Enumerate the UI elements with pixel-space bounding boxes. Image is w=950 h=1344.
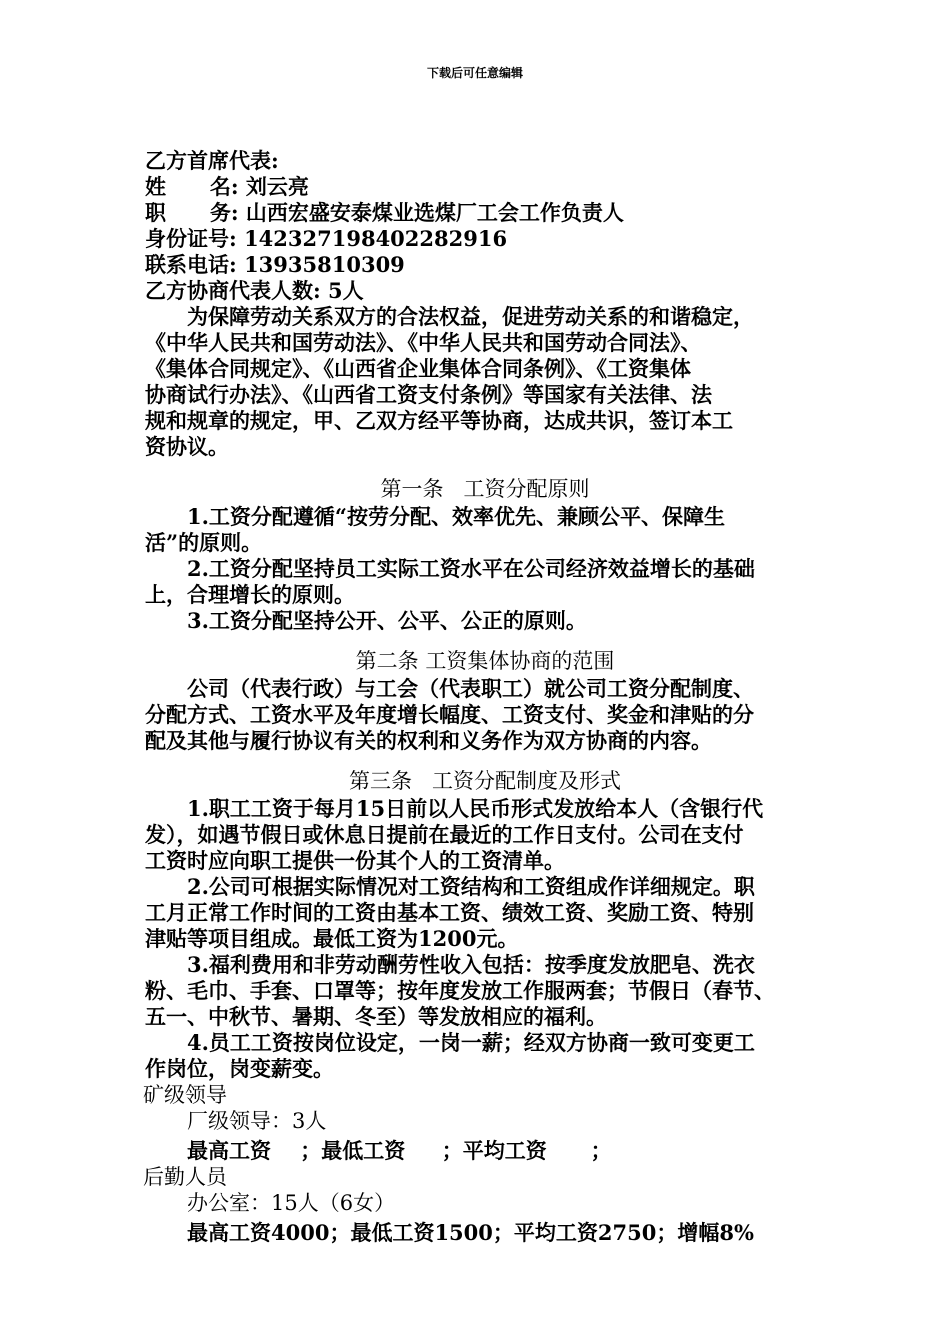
article-line: 粉、毛巾、手套、口罩等；按年度发放工作服两套；节假日（春节、 [145,978,775,1003]
article-line: 五一、中秋节、暑期、冬至）等发放相应的福利。 [145,1004,607,1029]
preamble-line: 协商试行办法》、《山西省工资支付条例》等国家有关法律、法 [145,382,712,407]
group-label: 后勤人员 [143,1165,227,1189]
article-line: 工月正常工作时间的工资由基本工资、绩效工资、奖励工资、特别 [145,900,754,925]
article-line: 1.职工工资于每月15日前以人民币形式发放给本人（含银行代 [187,796,764,821]
article-1-title: 第一条 工资分配原则 [380,477,590,501]
article-2-body [145,676,825,754]
preamble [145,304,825,460]
article-line: 配及其他与履行协议有关的权利和义务作为双方协商的内容。 [145,728,712,753]
article-line: 公司（代表行政）与工会（代表职工）就公司工资分配制度、 [187,676,754,701]
group-sub-label: 办公室：15人（6女） [187,1191,396,1215]
group-label: 矿级领导 [143,1083,227,1107]
article-1-body [145,504,825,634]
article-line: 4.员工工资按岗位设定，一岗一薪；经双方协商一致可变更工 [187,1030,755,1055]
party-b-id-number: 身份证号: 142327198402282916 [145,226,508,251]
preamble-line: 《集体合同规定》、《山西省企业集体合同条例》、《工资集体 [145,356,691,381]
article-3-title: 第三条 工资分配制度及形式 [348,769,622,793]
article-line: 1.工资分配遵循“按劳分配、效率优先、兼顾公平、保障生 [187,504,725,529]
article-line: 发），如遇节假日或休息日提前在最近的工作日支付。公司在支付 [145,822,744,847]
article-3-body [145,796,825,1082]
page-header-note: 下载后可任意编辑 [426,66,523,80]
salary-summary: 最高工资4000；最低工资1500；平均工资2750；增幅8% [187,1220,754,1245]
article-line: 2.公司可根据实际情况对工资结构和工资组成作详细规定。职 [187,874,755,899]
party-b-rep-count: 乙方协商代表人数: 5人 [145,278,364,303]
preamble-line: 资协议。 [145,434,229,459]
document-body [145,148,825,1246]
article-line: 2.工资分配坚持员工实际工资水平在公司经济效益增长的基础 [187,556,755,581]
party-b-title: 乙方首席代表: [145,148,279,173]
preamble-line: 《中华人民共和国劳动法》、《中华人民共和国劳动合同法》、 [145,330,702,355]
article-line: 作岗位，岗变薪变。 [145,1056,334,1081]
article-2-title: 第二条 工资集体协商的范围 [355,649,615,673]
article-line: 工资时应向职工提供一份其个人的工资清单。 [145,848,565,873]
party-b-phone: 联系电话: 13935810309 [145,252,405,277]
preamble-line: 为保障劳动关系双方的合法权益，促进劳动关系的和谐稳定， [187,304,754,329]
preamble-line: 规和规章的规定，甲、乙双方经平等协商，达成共识，签订本工 [145,408,733,433]
group-sub-label: 厂级领导：3人 [187,1109,327,1133]
salary-summary: 最高工资 ；最低工资 ；平均工资 ； [187,1138,612,1163]
party-b-position: 职 务: 山西宏盛安泰煤业选煤厂工会工作负责人 [145,200,624,225]
group-logistics [145,1164,825,1246]
article-line: 3.工资分配坚持公开、公平、公正的原则。 [187,608,587,633]
article-line: 活”的原则。 [145,530,263,555]
article-line: 津贴等项目组成。最低工资为1200元。 [145,926,519,951]
article-line: 上，合理增长的原则。 [145,582,355,607]
article-line: 3.福利费用和非劳动酬劳性收入包括：按季度发放肥皂、洗衣 [187,952,755,977]
party-b-name: 姓 名: 刘云亮 [145,174,309,199]
group-mine-leaders [145,1082,825,1164]
article-line: 分配方式、工资水平及年度增长幅度、工资支付、奖金和津贴的分 [145,702,754,727]
